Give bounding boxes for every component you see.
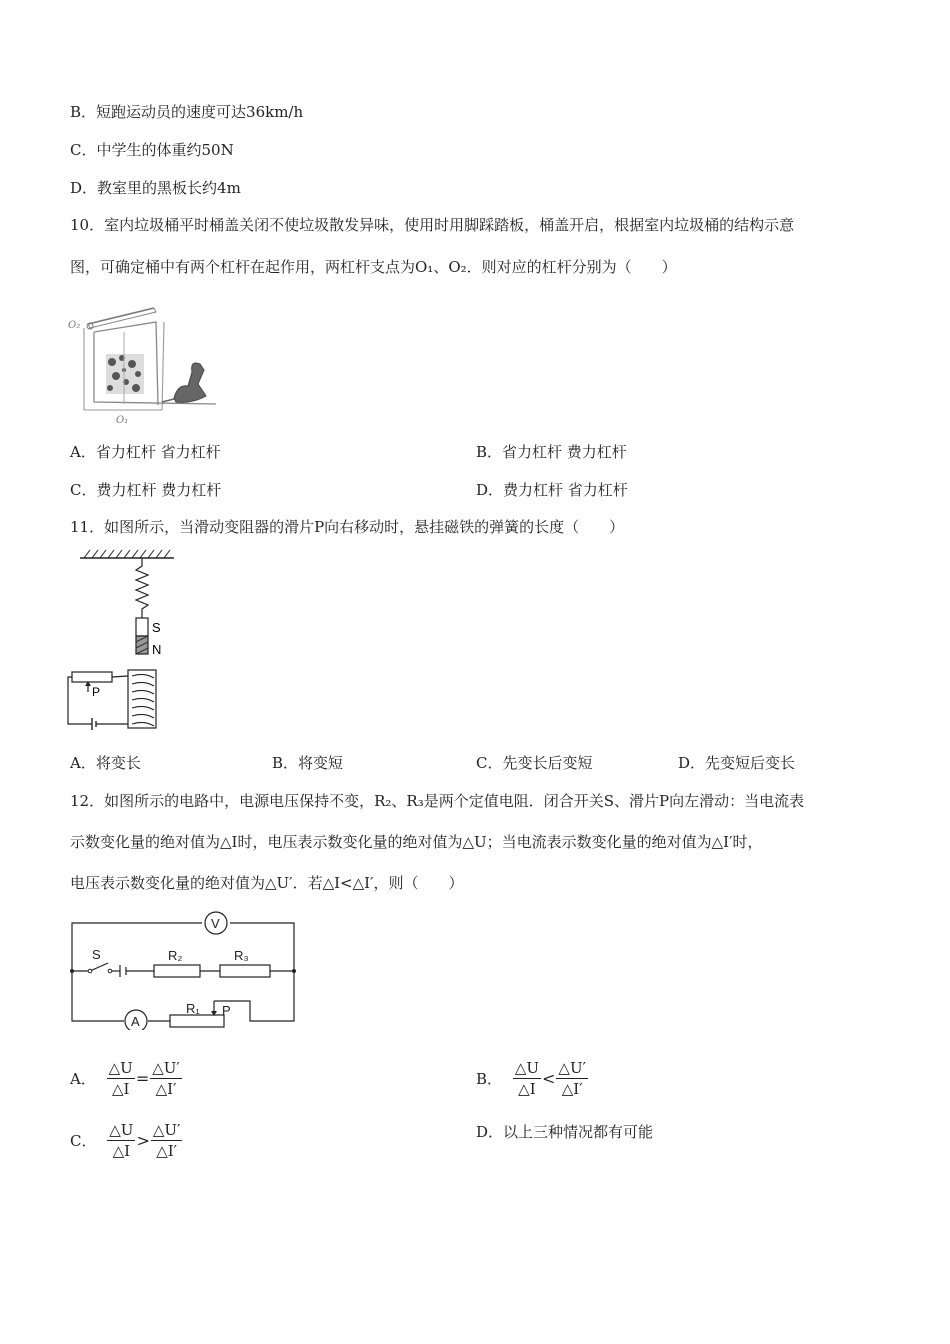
q12-stem-line1: 12．如图所示的电路中，电源电压保持不变，R₂、R₃是两个定值电阻．闭合开关S、滑片P向左滑动：当电流表 bbox=[70, 792, 805, 810]
r3-label: R₃ bbox=[234, 948, 249, 963]
trash-can-figure bbox=[66, 292, 226, 427]
fraction-du-di: $\frac{\triangle U}{\triangle I}$ bbox=[108, 1059, 133, 1098]
q12-stem-line2: 示数变化量的绝对值为△I时，电压表示数变化量的绝对值为△U；当电流表示数变化量的绝对值为△I′时， bbox=[70, 833, 763, 851]
spring-magnet-circuit-figure bbox=[66, 548, 186, 733]
q11-option-d: D．先变短后变长 bbox=[678, 754, 796, 772]
relation-less: < bbox=[542, 1069, 556, 1088]
q9-option-d: D．教室里的黑板长约4m bbox=[70, 179, 241, 197]
q11-option-a: A．将变长 bbox=[70, 754, 141, 772]
q9-option-b: B．短跑运动员的速度可达36km/h bbox=[70, 103, 304, 121]
q12-option-b-label: B． bbox=[476, 1070, 503, 1088]
r1-label: R₁ bbox=[186, 1001, 200, 1016]
q10-option-a: A．省力杠杆 省力杠杆 bbox=[70, 443, 221, 461]
magnet-s-label: S bbox=[152, 620, 161, 635]
q12-stem-line3: 电压表示数变化量的绝对值为△U′．若△I<△I′，则（ ） bbox=[70, 874, 464, 892]
circuit-figure bbox=[64, 905, 304, 1030]
q10-option-d: D．费力杠杆 省力杠杆 bbox=[476, 481, 628, 499]
q10-option-b: B．省力杠杆 费力杠杆 bbox=[476, 443, 627, 461]
q12-option-d: D．以上三种情况都有可能 bbox=[476, 1123, 654, 1141]
fraction-du-di: $\frac{\triangle U}{\triangle I}$ bbox=[109, 1121, 134, 1160]
ammeter-label: A bbox=[131, 1014, 140, 1029]
slider-p-label: P bbox=[222, 1003, 231, 1018]
q11-option-b: B．将变短 bbox=[272, 754, 344, 772]
magnet-n-label: N bbox=[152, 642, 162, 657]
fraction-du-di: $\frac{\triangle U}{\triangle I}$ bbox=[514, 1059, 539, 1098]
q10-stem-line1: 10．室内垃圾桶平时桶盖关闭不使垃圾散发异味，使用时用脚踩踏板，桶盖开启，根据室内垃圾桶的结构示意 bbox=[70, 216, 795, 234]
q9-option-c: C．中学生的体重约50N bbox=[70, 141, 234, 159]
q12-option-b bbox=[476, 1058, 588, 1099]
q12-option-a-label: A． bbox=[70, 1070, 96, 1088]
q10-option-c: C．费力杠杆 费力杠杆 bbox=[70, 481, 222, 499]
q10-stem-line2: 图，可确定桶中有两个杠杆在起作用，两杠杆支点为O₁、O₂．则对应的杠杆分别为（ ） bbox=[70, 258, 677, 276]
slider-p-label: P bbox=[92, 685, 101, 699]
fraction-du2-di2: $\frac{\triangle U'}{\triangle I'}$ bbox=[152, 1121, 181, 1160]
q12-option-c-label: C． bbox=[70, 1132, 97, 1150]
q12-option-a bbox=[70, 1058, 182, 1099]
o1-label: O₁ bbox=[116, 415, 129, 426]
fraction-du2-di2: $\frac{\triangle U'}{\triangle I'}$ bbox=[152, 1059, 180, 1098]
q12-option-c bbox=[70, 1120, 182, 1161]
relation-greater: > bbox=[136, 1131, 150, 1150]
q11-stem: 11．如图所示，当滑动变阻器的滑片P向右移动时，悬挂磁铁的弹簧的长度（ ） bbox=[70, 518, 625, 536]
voltmeter-label: V bbox=[211, 916, 220, 931]
switch-label: S bbox=[92, 947, 101, 962]
fraction-du2-di2: $\frac{\triangle U'}{\triangle I'}$ bbox=[558, 1059, 586, 1098]
q11-option-c: C．先变长后变短 bbox=[476, 754, 593, 772]
r2-label: R₂ bbox=[168, 948, 183, 963]
relation-equal: = bbox=[135, 1069, 150, 1088]
o2-label: O₂ bbox=[68, 320, 81, 331]
